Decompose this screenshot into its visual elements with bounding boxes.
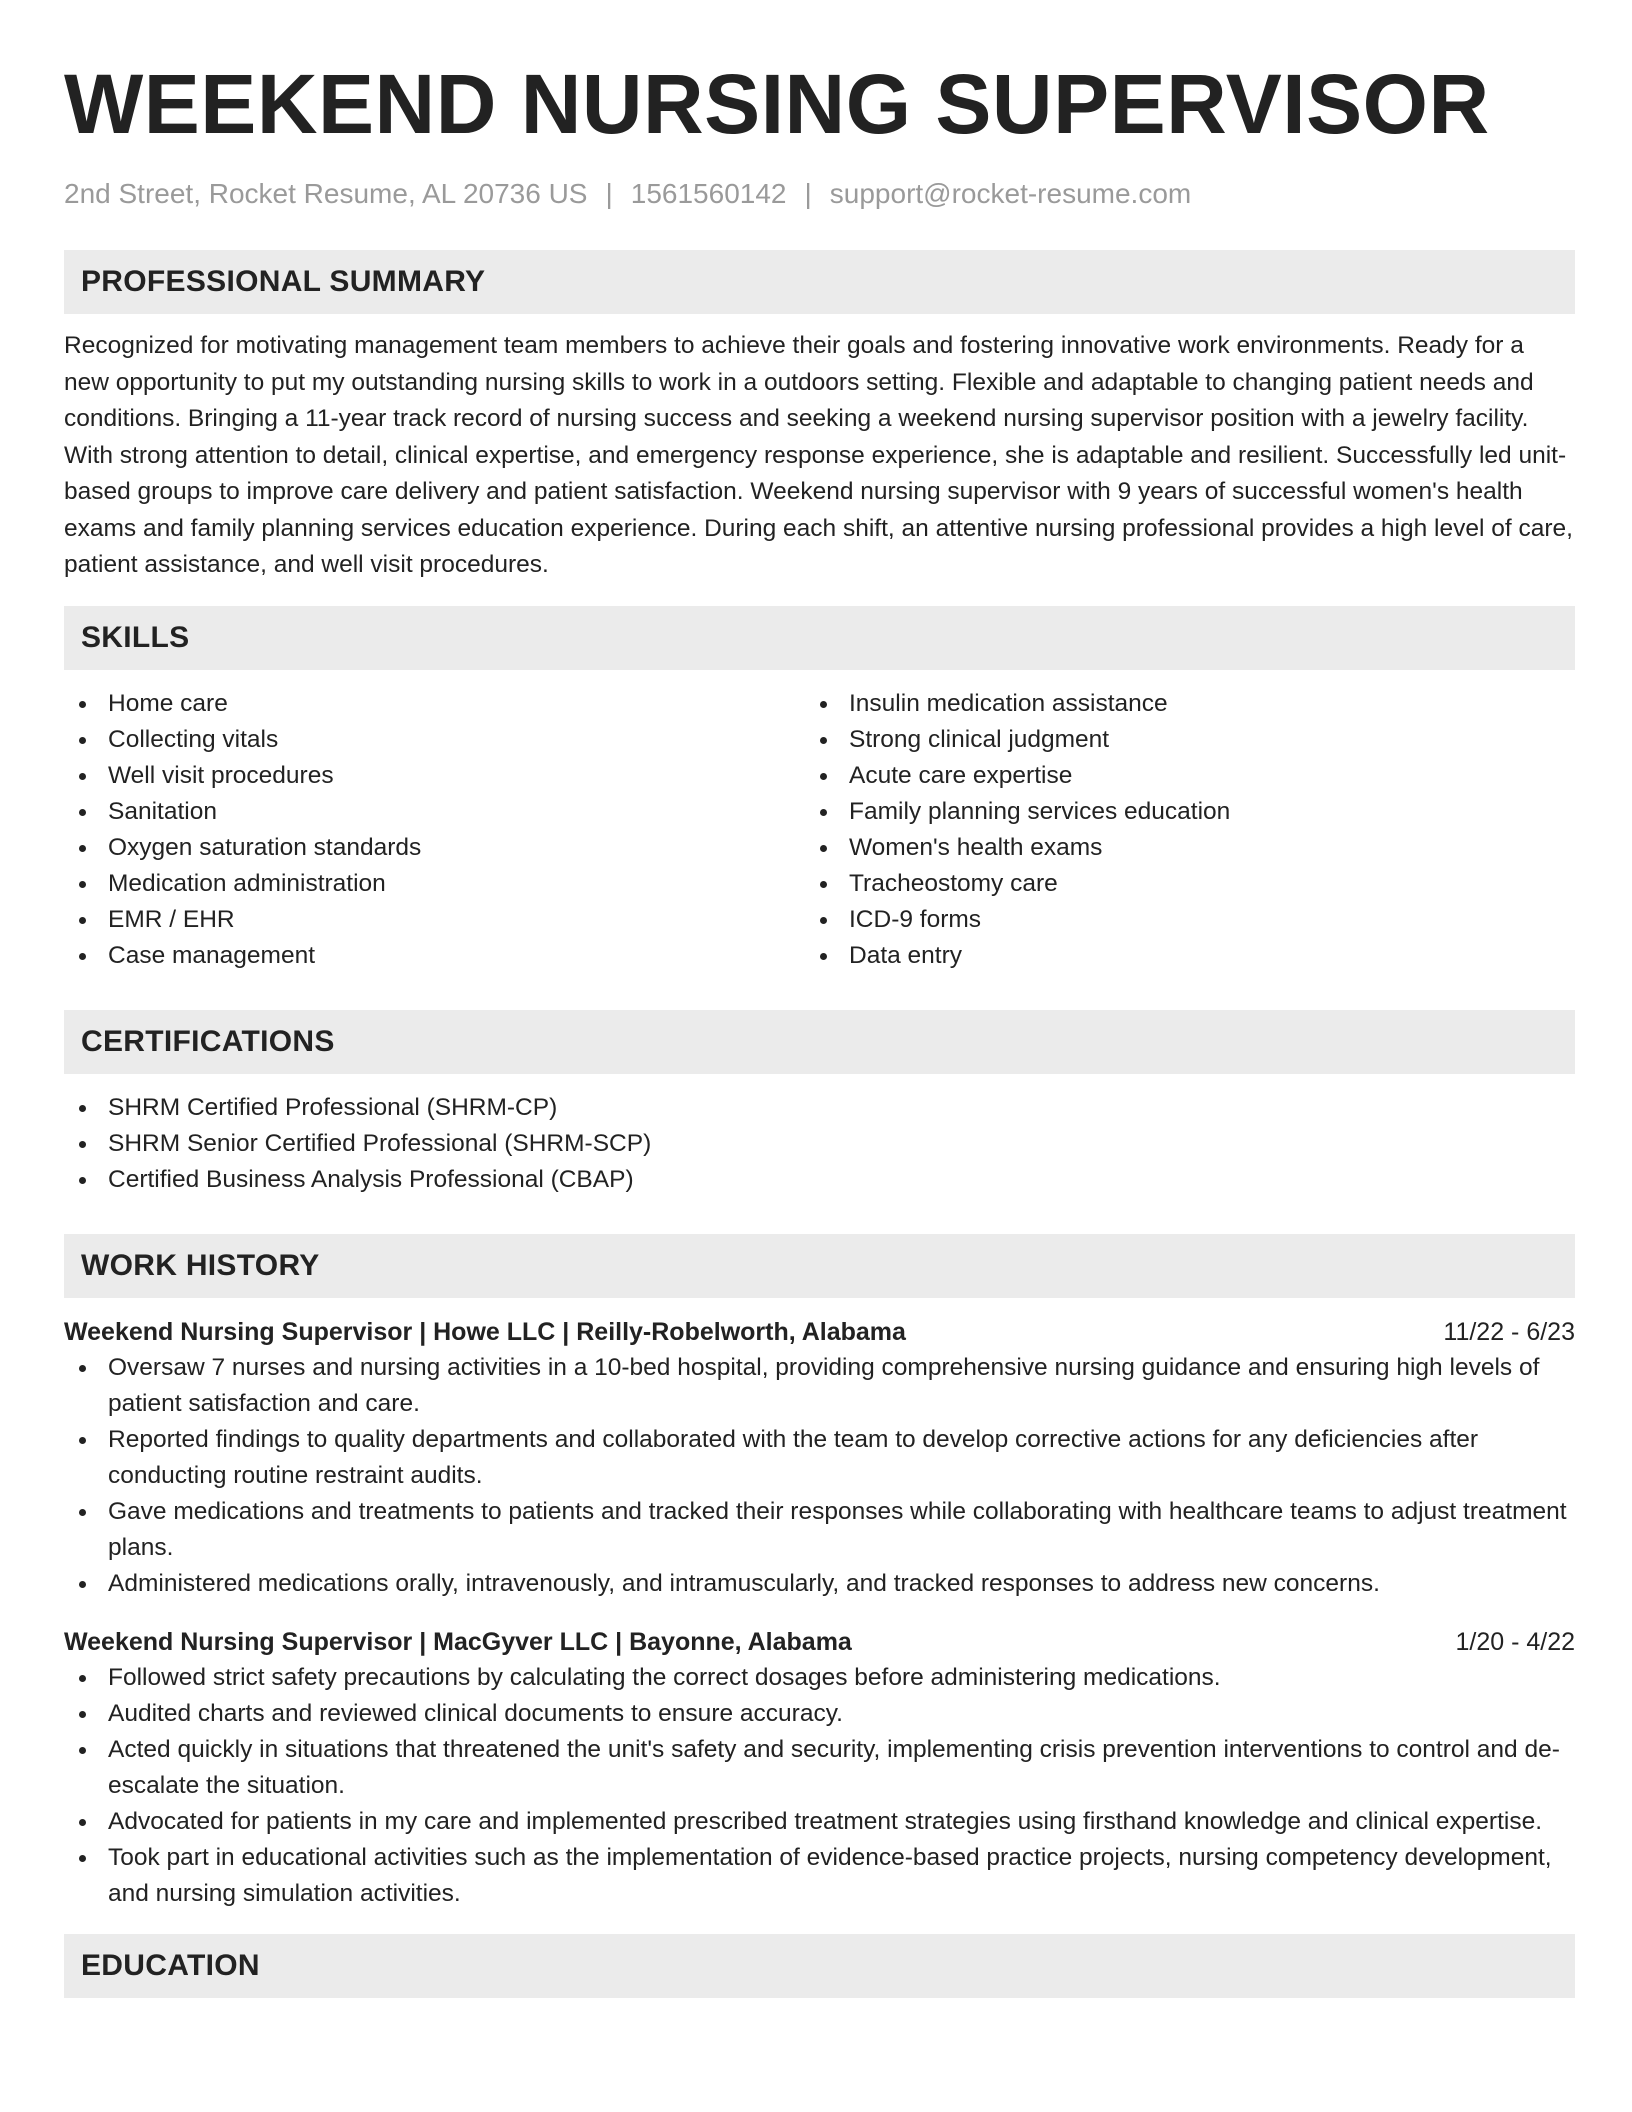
- skill-item: Home care: [64, 686, 805, 722]
- job-bullet: Reported findings to quality departments and collaborated with the team to develop corrective actions for any deficiencies after conducting routine restraint audits.: [64, 1422, 1575, 1494]
- skill-item: EMR / EHR: [64, 902, 805, 938]
- section-header-certifications: CERTIFICATIONS: [64, 1010, 1575, 1074]
- section-header-summary: PROFESSIONAL SUMMARY: [64, 250, 1575, 314]
- job-bullet: Took part in educational activities such as the implementation of evidence-based practice projects, nursing competency development, and nursing simulation activities.: [64, 1840, 1575, 1912]
- skill-item: Sanitation: [64, 794, 805, 830]
- skill-item: Family planning services education: [805, 794, 1546, 830]
- job-bullet: Administered medications orally, intravenously, and intramuscularly, and tracked responses to address new concerns.: [64, 1566, 1575, 1602]
- job-bullet-list: [64, 1660, 1575, 1912]
- skill-item: Case management: [64, 938, 805, 974]
- skill-item: Oxygen saturation standards: [64, 830, 805, 866]
- summary-text: Recognized for motivating management team members to achieve their goals and fostering innovative work environments. Ready for a new opportunity to put my outstanding nursing skills to work in a outdoors setting. Flexible and adaptable to changing patient needs and conditions. Bringing a 11-year track record of nursing success and seeking a weekend nursing supervisor position with a jewelry facility. With strong attention to detail, clinical expertise, and emergency response experience, she is adaptable and resilient. Successfully led unit-based groups to improve care delivery and patient satisfaction. Weekend nursing supervisor with 9 years of successful women's health exams and family planning services education experience. During each shift, an attentive nursing professional provides a high level of care, patient assistance, and well visit procedures.: [64, 332, 1573, 578]
- skill-item: Insulin medication assistance: [805, 686, 1546, 722]
- job-bullet: Acted quickly in situations that threatened the unit's safety and security, implementing crisis prevention interventions to control and de-escalate the situation.: [64, 1732, 1575, 1804]
- section-header-work-history: WORK HISTORY: [64, 1234, 1575, 1298]
- skills-columns: [64, 686, 1575, 974]
- section-header-skills: SKILLS: [64, 606, 1575, 670]
- job-dates: 11/22 - 6/23: [1443, 1317, 1575, 1346]
- certification-item: SHRM Certified Professional (SHRM-CP): [64, 1090, 1575, 1126]
- skill-item: Women's health exams: [805, 830, 1546, 866]
- job-bullet: Advocated for patients in my care and implemented prescribed treatment strategies using firsthand knowledge and clinical expertise.: [64, 1804, 1575, 1840]
- certification-item: Certified Business Analysis Professional (CBAP): [64, 1162, 1575, 1198]
- skills-list-left: [64, 686, 805, 974]
- skill-item: Strong clinical judgment: [805, 722, 1546, 758]
- skill-item: Collecting vitals: [64, 722, 805, 758]
- job-header: [64, 1624, 1575, 1660]
- skill-item: Medication administration: [64, 866, 805, 902]
- contact-line: [64, 176, 1575, 212]
- contact-email: support@rocket-resume.com: [829, 178, 1192, 209]
- job-entry: [64, 1624, 1575, 1912]
- job-bullet: Audited charts and reviewed clinical documents to ensure accuracy.: [64, 1696, 1575, 1732]
- certifications-list: [64, 1090, 1575, 1198]
- contact-separator: |: [605, 178, 613, 209]
- section-header-education: EDUCATION: [64, 1934, 1575, 1998]
- contact-separator: |: [804, 178, 812, 209]
- job-bullet: Followed strict safety precautions by calculating the correct dosages before administering medications.: [64, 1660, 1575, 1696]
- skill-item: Acute care expertise: [805, 758, 1546, 794]
- job-entry: [64, 1314, 1575, 1602]
- contact-address: 2nd Street, Rocket Resume, AL 20736 US: [64, 178, 588, 209]
- certification-item: SHRM Senior Certified Professional (SHRM-SCP): [64, 1126, 1575, 1162]
- job-bullet: Gave medications and treatments to patients and tracked their responses while collaborating with healthcare teams to adjust treatment plans.: [64, 1494, 1575, 1566]
- job-title: Weekend Nursing Supervisor | MacGyver LLC | Bayonne, Alabama: [64, 1627, 852, 1656]
- skills-list-right: [805, 686, 1546, 974]
- job-header: [64, 1314, 1575, 1350]
- job-bullet-list: [64, 1350, 1575, 1602]
- skill-item: Tracheostomy care: [805, 866, 1546, 902]
- job-title: Weekend Nursing Supervisor | Howe LLC | Reilly-Robelworth, Alabama: [64, 1317, 906, 1346]
- job-dates: 1/20 - 4/22: [1455, 1627, 1575, 1656]
- job-bullet: Oversaw 7 nurses and nursing activities in a 10-bed hospital, providing comprehensive nursing guidance and ensuring high levels of patient satisfaction and care.: [64, 1350, 1575, 1422]
- contact-phone: 1561560142: [630, 178, 787, 209]
- skill-item: Data entry: [805, 938, 1546, 974]
- skill-item: Well visit procedures: [64, 758, 805, 794]
- resume-name: WEEKEND NURSING SUPERVISOR: [64, 57, 1490, 151]
- skill-item: ICD-9 forms: [805, 902, 1546, 938]
